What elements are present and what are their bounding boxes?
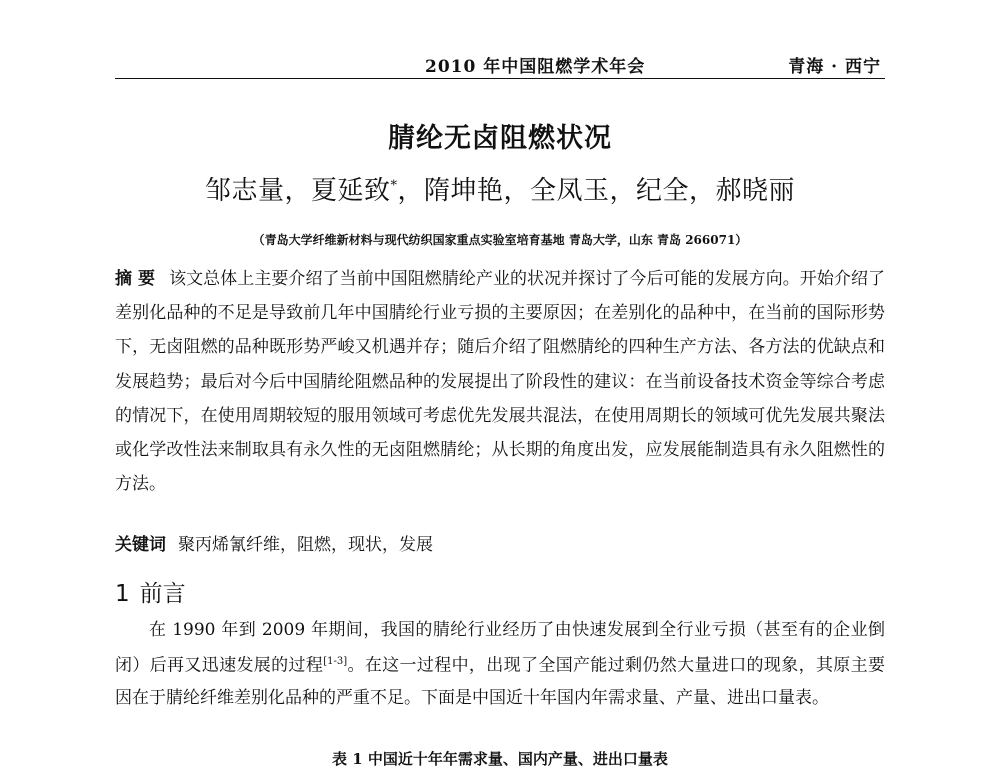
body-paragraph: [115, 614, 885, 714]
paragraph-text-part1: 在 1990 年到 2009 年期间，我国的腈纶行业经历了由快速发展到全行业亏损（甚至有的企业倒闭）后再又迅速发展的过程: [115, 620, 885, 676]
authors-first: 邹志量，夏延致: [204, 176, 391, 206]
abstract-label: 摘 要: [115, 269, 156, 289]
author-list: [0, 170, 1000, 207]
citation: [1-3]: [323, 656, 348, 667]
affiliation: （青岛大学纤维新材料与现代纺织国家重点实验室培育基地 青岛大学，山东 青岛 266071）: [252, 233, 748, 247]
authors-rest: ，隋坤艳，全凤玉，纪全，郝晓丽: [397, 176, 796, 206]
conference-location: 青海 · 西宁: [788, 57, 881, 77]
paper-title: 腈纶无卤阻燃状况: [388, 123, 612, 154]
abstract: [115, 262, 885, 501]
keywords-label: 关键词: [115, 535, 166, 555]
running-header: [115, 50, 885, 79]
section-title: 前言: [139, 581, 186, 607]
section-heading: [115, 575, 186, 608]
conference-name: 2010 年中国阻燃学术年会: [425, 57, 646, 77]
paragraph-text-part2: 。在这一过程中，出现了全国产能过剩仍然大量进口的现象，其原主要因在于腈纶纤维差别化品种的严重不足。下面是中国近十年国内年需求量、产量、进出口量表。: [115, 655, 886, 708]
table-caption: 表 1 中国近十年年需求量、国内产量、进出口量表: [332, 750, 668, 768]
keywords: [115, 530, 885, 555]
corresponding-author-mark: *: [390, 178, 398, 194]
keywords-text: 聚丙烯氰纤维，阻燃，现状，发展: [178, 535, 433, 555]
abstract-text: 该文总体上主要介绍了当前中国阻燃腈纶产业的状况并探讨了今后可能的发展方向。开始介绍了差别化品种的不足是导致前几年中国腈纶行业亏损的主要原因；在差别化的品种中，在当前的国际形势下，无卤阻燃的品种既形势严峻又机遇并存；随后介绍了阻燃腈纶的四种生产方法、各方法的优缺点和发展趋势；最后对今后中国腈纶阻燃品种的发展提出了阶段性的建议：在当前设备技术资金等综合考虑的情况下，在使用周期较短的服用领域可考虑优先发展共混法，在使用周期长的领域可优先发展共聚法或化学改性法来制取具有永久性的无卤阻燃腈纶；从长期的角度出发，应发展能制造具有永久阻燃性的方法。: [115, 269, 885, 495]
section-number: 1: [115, 581, 130, 607]
